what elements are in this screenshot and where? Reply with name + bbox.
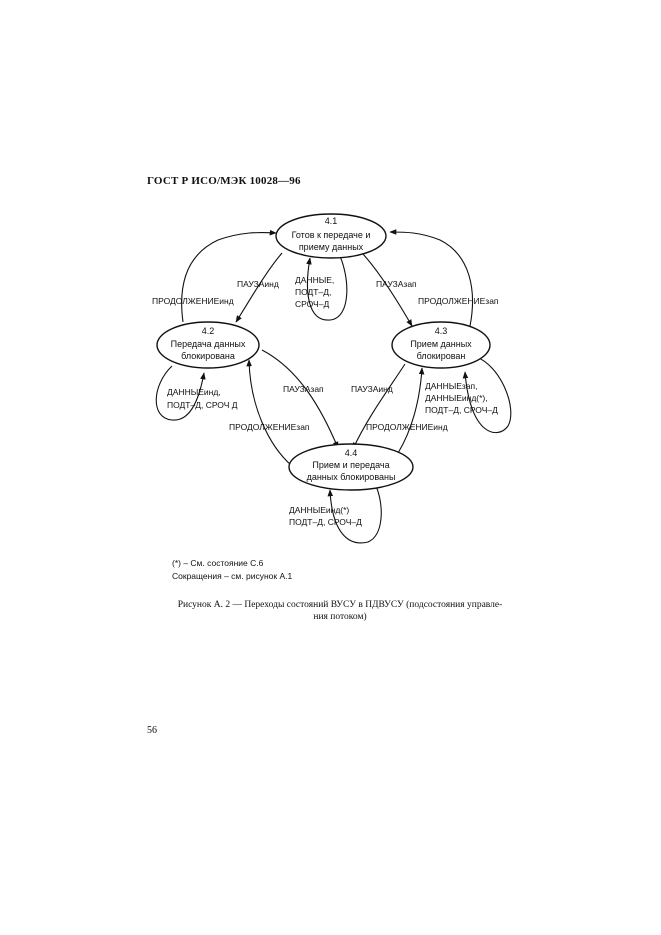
label-s4-to-s2: ПРОДОЛЖЕНИЕзап: [229, 422, 310, 432]
label-s3-loop-line1: ДАННЫЕзап,: [425, 381, 478, 391]
caption-line2: ния потоком): [313, 612, 367, 622]
label-s4-loop-line2: ПОДТ–Д, СРОЧ–Д: [289, 517, 362, 527]
label-s4-to-s3: ПРОДОЛЖЕНИЕинд: [366, 422, 448, 432]
label-s4-loop-line1: ДАННЫЕинд(*): [289, 505, 350, 515]
label-s1-loop-line2: ПОДТ–Д,: [295, 287, 332, 297]
label-s1-to-s2: ПАУЗАинд: [237, 279, 279, 289]
arrow-s4-to-s2: [249, 360, 292, 466]
figure-notes: [172, 557, 292, 583]
state-4-3-label-line1: Прием данных: [410, 339, 472, 349]
label-s3-to-s4: ПАУЗАинд: [351, 384, 393, 394]
caption-line1: Рисунок А. 2 — Переходы состояний ВУСУ в ПДВУСУ (подсостояния управле-: [177, 600, 503, 610]
state-4-2-label-line1: Передача данных: [170, 339, 246, 349]
arrow-s2-to-s4: [262, 350, 338, 448]
label-s2-to-s1: ПРОДОЛЖЕНИЕинд: [152, 296, 234, 306]
state-4-4-label-line1: Прием и передача: [312, 460, 390, 470]
label-s3-loop-line2: ДАННЫЕинд(*),: [425, 393, 488, 403]
state-4-1-label-line2: приему данных: [298, 242, 364, 252]
state-4-1-label-line1: Готов к передаче и: [291, 230, 371, 240]
state-4-4-number: 4.4: [344, 448, 358, 458]
figure-caption: [150, 599, 530, 623]
state-4-3-label-line2: блокирован: [416, 351, 466, 361]
label-s1-loop-line1: ДАННЫЕ,: [295, 275, 335, 285]
state-4-4-label-line2: данных блокированы: [306, 472, 396, 482]
label-s3-to-s1: ПРОДОЛЖЕНИЕзап: [418, 296, 499, 306]
state-4-1-number: 4.1: [324, 216, 338, 226]
arrow-s1-to-s3: [363, 254, 412, 326]
label-s2-loop-line2: ПОДТ–Д, СРОЧ Д: [167, 400, 238, 410]
state-4-2-number: 4.2: [201, 326, 215, 336]
arrow-s4-to-s3: [398, 368, 422, 453]
note-asterisk: (*) – См. состояние С.6: [172, 558, 264, 568]
state-4-3-number: 4.3: [434, 326, 448, 336]
label-s1-to-s3: ПАУЗАзап: [376, 279, 417, 289]
state-4-2-label-line2: блокирована: [181, 351, 235, 361]
note-abbreviations: Сокращения – см. рисунок А.1: [172, 571, 293, 581]
label-s2-to-s4: ПАУЗАзап: [283, 384, 324, 394]
label-s3-loop-line3: ПОДТ–Д, СРОЧ–Д: [425, 405, 498, 415]
arrow-s2-to-s1: [182, 233, 276, 322]
arrow-s3-to-s4: [353, 364, 405, 449]
label-s2-loop-line1: ДАННЫЕинд,: [167, 387, 221, 397]
page-number: 56: [147, 725, 157, 736]
document-header: ГОСТ Р ИСО/МЭК 10028—96: [147, 175, 301, 187]
label-s1-loop-line3: СРОЧ–Д: [295, 299, 330, 309]
